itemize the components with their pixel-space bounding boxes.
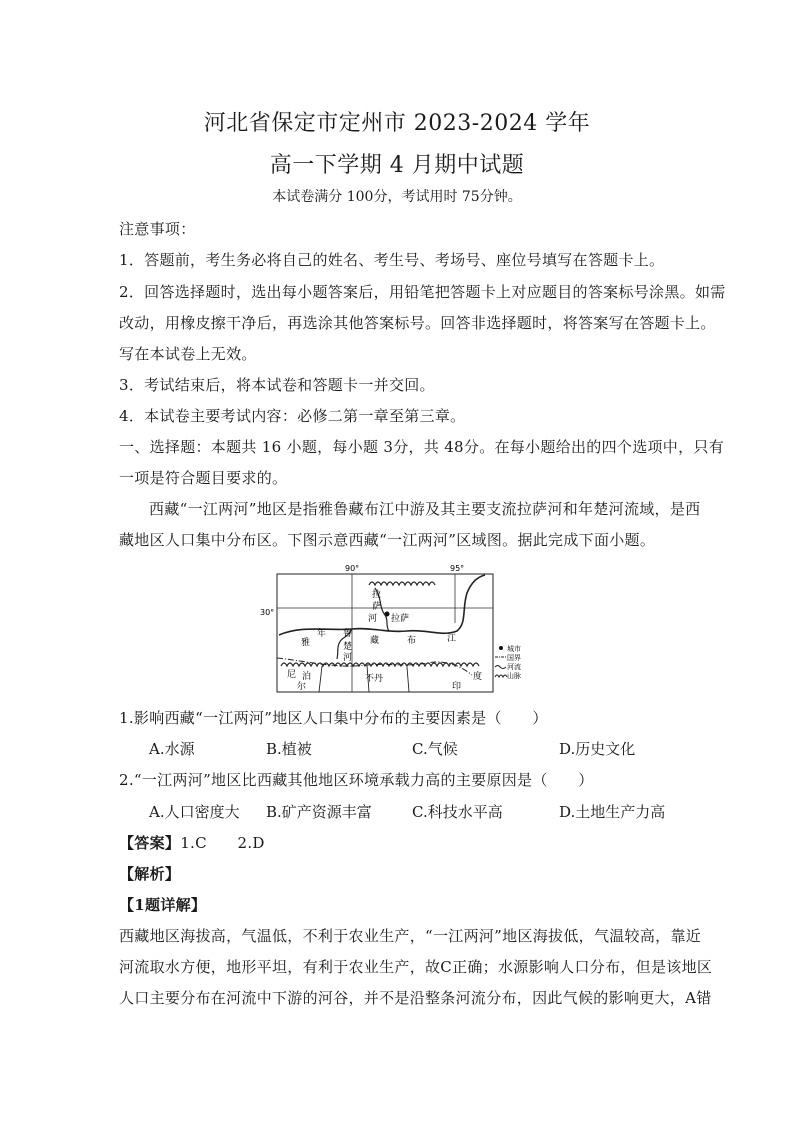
map-lon-90: 90° xyxy=(345,564,360,573)
map-label-sa: 萨 xyxy=(372,602,382,612)
map-label-lhasa: 拉萨 xyxy=(391,614,410,624)
legend-city: 城市 xyxy=(507,645,521,653)
map-border-segments xyxy=(319,665,409,692)
section-heading-line1: 一、选择题：本题共 16 小题，每小题 3分，共 48分。在每小题给出的四个选项中，只有 xyxy=(119,438,724,456)
map-label-ni: 尼 xyxy=(287,670,297,680)
legend-river: 河流 xyxy=(507,663,521,671)
analysis-line3: 人口主要分布在河流中下游的河谷，并不是沿整条河流分布，因此气候的影响更大，A错 xyxy=(119,989,712,1007)
notes-item-2-line2: 改动，用橡皮擦干净后，再选涂其他答案标号。回答非选择题时，将答案写在答题卡上。 xyxy=(119,314,716,332)
document-title-line1: 河北省保定市定州市 2023-2024 学年 xyxy=(203,111,591,136)
map-label-nian: 年 xyxy=(317,629,327,639)
question-1-option-d[interactable]: D.历史文化 xyxy=(559,740,636,758)
legend-river-symbol xyxy=(495,666,506,669)
analysis-detail-heading: 【1题详解】 xyxy=(119,896,207,914)
answer-row xyxy=(119,832,265,853)
question-2-option-c[interactable]: C.科技水平高 xyxy=(412,803,503,821)
map-lon-95: 95° xyxy=(450,564,465,573)
map-label-zang: 藏 xyxy=(370,636,380,646)
question-1-option-c[interactable]: C.气候 xyxy=(412,740,458,758)
legend-mountain-symbol xyxy=(495,675,507,677)
map-label-jiang: 江 xyxy=(447,634,457,644)
map-label-yin: 印 xyxy=(452,682,462,692)
notes-item-4: 4．本试卷主要考试内容：必修二第一章至第三章。 xyxy=(119,407,466,425)
legend-city-symbol xyxy=(499,646,503,650)
map-mountain-north xyxy=(369,582,435,585)
question-2-option-d[interactable]: D.土地生产力高 xyxy=(559,803,666,821)
map-label-chu: 楚 xyxy=(343,642,353,652)
map-label-he: 河 xyxy=(368,614,378,624)
map-label-ya: 雅 xyxy=(301,638,311,648)
legend-mountain: 山脉 xyxy=(507,672,521,680)
passage-line1: 西藏“一江两河”地区是指雅鲁藏布江中游及其主要支流拉萨河和年楚河流域，是西 xyxy=(149,500,701,518)
notes-item-1: 1．答题前，考生务必将自己的姓名、考生号、考场号、座位号填写在答题卡上。 xyxy=(119,251,665,269)
section-heading-line2: 一项是符合题目要求的。 xyxy=(119,469,288,487)
question-2-stem: 2.“一江两河”地区比西藏其他地区环境承载力高的主要原因是（ ） xyxy=(119,771,594,789)
question-1-stem: 1.影响西藏“一江两河”地区人口集中分布的主要因素是（ ） xyxy=(119,709,548,727)
exam-info: 本试卷满分 100分，考试用时 75分钟。 xyxy=(272,189,522,205)
analysis-line2: 河流取水方便，地形平坦，有利于农业生产，故C正确；水源影响人口分布，但是该地区 xyxy=(119,958,713,976)
question-1-option-a[interactable]: A.水源 xyxy=(149,740,195,758)
map-label-bhutan: 不丹 xyxy=(365,674,384,684)
analysis-heading: 【解析】 xyxy=(119,865,181,883)
notes-item-2-line3: 写在本试卷上无效。 xyxy=(119,345,257,363)
map-label-la: 拉 xyxy=(372,590,382,600)
notes-item-2-line1: 2．回答选择题时，选出每小题答案后，用铅笔把答题卡上对应题目的答案标号涂黑。如需 xyxy=(119,283,726,301)
notes-item-3: 3．考试结束后，将本试卷和答题卡一并交回。 xyxy=(119,376,435,394)
answer-label: 【答案】 xyxy=(119,834,181,852)
map-label-bo: 泊 xyxy=(302,672,312,682)
map-label-er: 尔 xyxy=(297,682,307,692)
legend-border: 国界 xyxy=(507,654,521,662)
map-lat-30: 30° xyxy=(260,608,275,617)
document-title-line2: 高一下学期 4 月期中试题 xyxy=(269,153,525,178)
map-city-lhasa xyxy=(385,612,390,617)
question-1-option-b[interactable]: B.植被 xyxy=(266,740,312,758)
map-label-du: 度 xyxy=(473,672,483,682)
map-label-bu: 布 xyxy=(407,636,417,646)
notes-heading: 注意事项： xyxy=(119,220,196,238)
map-label-he2: 河 xyxy=(343,653,353,663)
yijiang-lianghe-region-map xyxy=(257,563,527,698)
answer-value: 1.C 2.D xyxy=(180,834,265,852)
analysis-line1: 西藏地区海拔高，气温低，不利于农业生产，“一江两河”地区海拔低，气温较高，靠近 xyxy=(119,927,702,945)
question-2-option-b[interactable]: B.矿产资源丰富 xyxy=(266,803,372,821)
map-label-lu: 鲁 xyxy=(343,629,353,639)
passage-line2: 藏地区人口集中分布区。下图示意西藏“一江两河”区域图。据此完成下面小题。 xyxy=(119,531,656,549)
question-2-option-a[interactable]: A.人口密度大 xyxy=(149,803,240,821)
